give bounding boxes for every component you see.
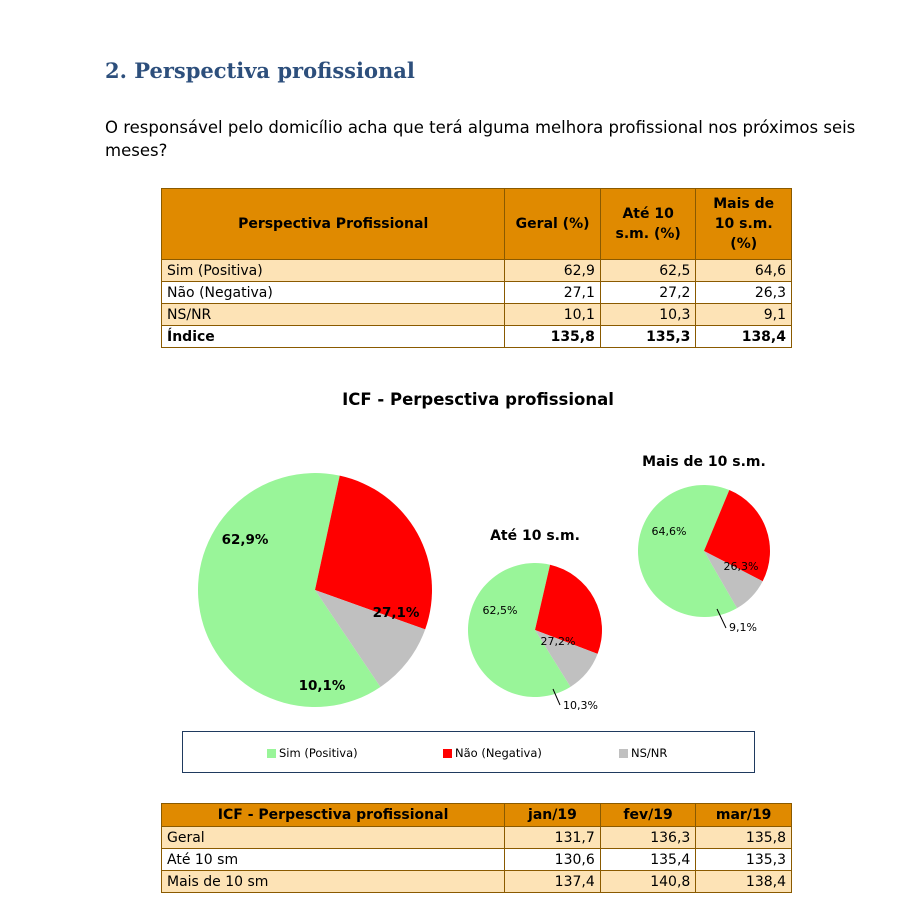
cell-value: 135,8 — [505, 326, 601, 348]
cell-value: 26,3 — [696, 282, 792, 304]
table-row — [162, 304, 792, 326]
table-row — [162, 871, 792, 893]
row-label: Índice — [162, 326, 505, 348]
legend-item-nsnr — [619, 746, 667, 760]
perspective-table — [161, 188, 792, 348]
cell-value: 27,1 — [505, 282, 601, 304]
cell-value: 135,3 — [696, 849, 792, 871]
row-label: Não (Negativa) — [162, 282, 505, 304]
row-label: Sim (Positiva) — [162, 260, 505, 282]
legend-swatch-gray — [619, 749, 628, 758]
col-header-mar: mar/19 — [696, 804, 792, 827]
data-label: 64,6% — [651, 525, 687, 538]
cell-value: 136,3 — [600, 827, 696, 849]
history-table — [161, 803, 792, 893]
cell-value: 135,4 — [600, 849, 696, 871]
cell-value: 140,8 — [600, 871, 696, 893]
cell-value: 138,4 — [696, 871, 792, 893]
cell-value: 137,4 — [505, 871, 601, 893]
table-row — [162, 282, 792, 304]
legend-label: NS/NR — [631, 746, 668, 760]
pie-charts — [0, 380, 900, 725]
col-header-icf: ICF - Perpesctiva profissional — [162, 804, 505, 827]
data-label: 9,1% — [729, 621, 757, 634]
table-row — [162, 260, 792, 282]
data-label: 26,3% — [723, 560, 759, 573]
cell-value: 135,8 — [696, 827, 792, 849]
legend-item-sim — [267, 746, 358, 760]
legend-swatch-green — [267, 749, 276, 758]
cell-value: 62,9 — [505, 260, 601, 282]
pie-title: Mais de 10 s.m. — [642, 454, 766, 470]
col-header-ate-10: Até 10 s.m. (%) — [600, 189, 696, 260]
col-header-geral: Geral (%) — [505, 189, 601, 260]
data-label: 10,1% — [298, 678, 346, 694]
cell-value: 131,7 — [505, 827, 601, 849]
row-label: NS/NR — [162, 304, 505, 326]
legend-label: Sim (Positiva) — [279, 746, 358, 760]
table-row — [162, 849, 792, 871]
cell-value: 64,6 — [696, 260, 792, 282]
cell-value: 10,3 — [600, 304, 696, 326]
data-label: 62,9% — [221, 532, 269, 548]
cell-value: 27,2 — [600, 282, 696, 304]
col-header-fev: fev/19 — [600, 804, 696, 827]
legend-item-nao — [443, 746, 542, 760]
row-label: Mais de 10 sm — [162, 871, 505, 893]
col-header-perspectiva: Perspectiva Profissional — [162, 189, 505, 260]
data-label: 27,2% — [540, 635, 576, 648]
cell-value: 10,1 — [505, 304, 601, 326]
table-row — [162, 827, 792, 849]
table-row-index — [162, 326, 792, 348]
legend-swatch-red — [443, 749, 452, 758]
data-label: 62,5% — [482, 604, 518, 617]
survey-question: O responsável pelo domicílio acha que terá alguma melhora profissional nos próximos seis meses? — [105, 118, 856, 160]
data-label: 10,3% — [563, 699, 598, 712]
cell-value: 62,5 — [600, 260, 696, 282]
col-header-jan: jan/19 — [505, 804, 601, 827]
col-header-mais-10: Mais de 10 s.m. (%) — [696, 189, 792, 260]
chart-title: ICF - Perpesctiva profissional — [342, 390, 614, 409]
legend-label: Não (Negativa) — [455, 746, 542, 760]
chart-legend — [182, 731, 755, 773]
cell-value: 138,4 — [696, 326, 792, 348]
pie-title: Até 10 s.m. — [490, 528, 580, 544]
data-label: 27,1% — [372, 605, 420, 621]
row-label: Geral — [162, 827, 505, 849]
cell-value: 135,3 — [600, 326, 696, 348]
row-label: Até 10 sm — [162, 849, 505, 871]
cell-value: 130,6 — [505, 849, 601, 871]
section-heading: 2. Perspectiva profissional — [105, 58, 415, 83]
cell-value: 9,1 — [696, 304, 792, 326]
